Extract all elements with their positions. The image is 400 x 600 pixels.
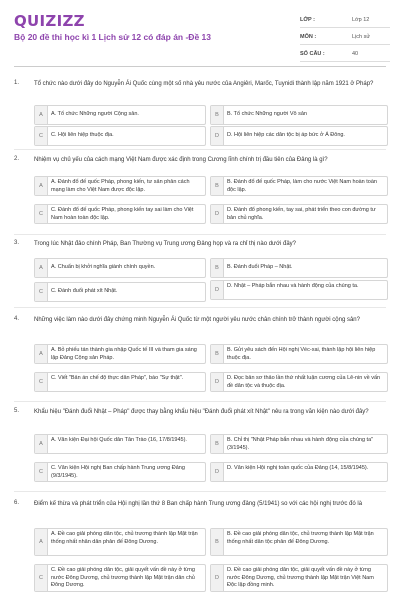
option-b[interactable] bbox=[210, 258, 388, 278]
option-letter: B bbox=[211, 106, 224, 124]
option-letter: C bbox=[35, 565, 48, 591]
option-letter: D bbox=[211, 373, 224, 391]
option-letter: C bbox=[35, 127, 48, 145]
option-text: D. Đề cao giải phóng dân tộc, giải quyết vấn đề này ở từng nước Đông Dương, chủ trương thành lập Mặt trận Việt Nam Độc lập đồng minh. bbox=[227, 567, 374, 588]
option-text: C. Đề cao giải phóng dân tộc, giải quyết vấn đề này ở từng nước Đông Dương, chủ trương thành lập Mặt trận dân chủ Đông Dương. bbox=[51, 567, 195, 588]
option-b[interactable] bbox=[210, 176, 388, 196]
option-text: A. Đề cao giải phóng dân tộc, chủ trương thành lập Mặt trận thống nhất nhân dân phản đế Đông Dương. bbox=[51, 531, 198, 545]
option-b[interactable] bbox=[210, 434, 388, 454]
option-letter: A bbox=[35, 529, 48, 555]
question-3 bbox=[14, 240, 386, 304]
option-letter: B bbox=[211, 435, 224, 453]
option-c[interactable] bbox=[34, 564, 206, 592]
option-a[interactable] bbox=[34, 258, 206, 278]
meta-row-count bbox=[300, 47, 390, 62]
question-text: Tổ chức nào dưới đây do Nguyễn Ái Quốc cùng một số nhà yêu nước của Angiêri, Marốc, Tuynidi thành lập năm 1921 ở Pháp? bbox=[34, 81, 374, 87]
question-number: 1. bbox=[14, 80, 20, 86]
option-text: A. Bỏ phiếu tán thành gia nhập Quốc tế III và tham gia sáng lập Đảng Cộng sản Pháp. bbox=[51, 347, 197, 361]
option-letter: B bbox=[211, 259, 224, 277]
option-text: D. Văn kiện Hội nghị toàn quốc của Đảng (14, 15/8/1945). bbox=[227, 465, 369, 471]
option-c[interactable] bbox=[34, 126, 206, 146]
meta-row-class bbox=[300, 13, 390, 28]
option-text: C. Viết "Bản án chế độ thực dân Pháp", báo "Sự thật". bbox=[51, 375, 184, 381]
option-letter: D bbox=[211, 281, 224, 299]
option-a[interactable] bbox=[34, 434, 206, 454]
option-a[interactable] bbox=[34, 105, 206, 125]
option-text: A. Đánh đổ đế quốc Pháp, phong kiến, tư sản phản cách mạng làm cho Việt Nam được độc lập. bbox=[51, 179, 190, 193]
question-number: 4. bbox=[14, 316, 20, 322]
header bbox=[0, 0, 400, 62]
meta-label: SỐ CÂU : bbox=[300, 51, 325, 57]
option-a[interactable] bbox=[34, 176, 206, 196]
option-b[interactable] bbox=[210, 344, 388, 364]
option-d[interactable] bbox=[210, 564, 388, 592]
option-a[interactable] bbox=[34, 528, 206, 556]
option-text: B. Đánh đổ đế quốc Pháp, làm cho nước Việt Nam hoàn toàn độc lập. bbox=[227, 179, 377, 193]
option-letter: A bbox=[35, 259, 48, 277]
question-2 bbox=[14, 156, 386, 230]
option-text: B. Chỉ thị "Nhật Pháp bắn nhau và hành động của chúng ta" (3/1945). bbox=[227, 437, 374, 451]
option-letter: C bbox=[35, 205, 48, 223]
option-letter: A bbox=[35, 106, 48, 124]
page-title: Bộ 20 đề thi học kì 1 Lịch sử 12 có đáp án -Đề 13 bbox=[14, 32, 211, 42]
option-text: A. Văn kiện Đại hội Quốc dân Tân Trào (16, 17/8/1945). bbox=[51, 437, 187, 443]
option-d[interactable] bbox=[210, 372, 388, 392]
quizizz-logo: QUIZIZZ bbox=[14, 12, 85, 30]
option-text: D. Đọc bản sơ thảo lần thứ nhất luận cương của Lê-nin về vấn đề dân tộc và thuộc địa. bbox=[227, 375, 381, 389]
option-letter: C bbox=[35, 463, 48, 481]
option-letter: A bbox=[35, 435, 48, 453]
question-divider bbox=[14, 149, 386, 150]
question-text: Trong lúc Nhật đảo chính Pháp, Ban Thường vụ Trung ương Đảng họp và ra chỉ thị nào dưới đây? bbox=[34, 241, 297, 247]
option-text: D. Hội liên hiệp các dân tộc bị áp bức ở Á Đông. bbox=[227, 132, 345, 138]
option-text: A. Tổ chức Những người Cộng sản. bbox=[51, 111, 139, 117]
option-letter: C bbox=[35, 373, 48, 391]
meta-row-subject bbox=[300, 30, 390, 45]
option-c[interactable] bbox=[34, 372, 206, 392]
option-text: B. Đánh đuổi Pháp – Nhật. bbox=[227, 264, 293, 270]
option-b[interactable] bbox=[210, 528, 388, 556]
question-text: Những việc làm nào dưới đây chứng minh Nguyễn Ái Quốc từ một người yêu nước chân chính trở thành người cộng sản? bbox=[34, 317, 360, 323]
question-text: Khẩu hiệu "Đánh đuổi Nhật – Pháp" được thay bằng khẩu hiệu "Đánh đuổi phát xít Nhật" nêu ra trong văn kiện nào dưới đây? bbox=[34, 409, 369, 415]
option-text: B. Đề cao giải phóng dân tộc, chủ trương thành lập Mặt trận thống nhất dân tộc phản đế Đông Dương. bbox=[227, 531, 374, 545]
meta-label: LỚP : bbox=[300, 17, 315, 23]
option-text: D. Nhật – Pháp bắn nhau và hành động của chúng ta. bbox=[227, 283, 359, 289]
option-letter: D bbox=[211, 205, 224, 223]
question-divider bbox=[14, 401, 386, 402]
question-divider bbox=[14, 307, 386, 308]
option-c[interactable] bbox=[34, 282, 206, 302]
option-text: C. Hội liên hiệp thuộc địa. bbox=[51, 132, 114, 138]
option-letter: D bbox=[211, 565, 224, 591]
question-text: Điểm kế thừa và phát triển của Hội nghị lần thứ 8 Ban chấp hành Trung ương đảng (5/1941) so với các hội nghị trước đó là bbox=[34, 501, 363, 507]
question-number: 2. bbox=[14, 156, 20, 162]
question-number: 6. bbox=[14, 500, 20, 506]
question-text: Nhiệm vụ chủ yếu của cách mạng Việt Nam được xác định trong Cương lĩnh chính trị đầu tiên của Đảng là gì? bbox=[34, 157, 328, 163]
option-d[interactable] bbox=[210, 462, 388, 482]
question-divider bbox=[14, 491, 386, 492]
option-text: A. Chuẩn bị khởi nghĩa giành chính quyền. bbox=[51, 264, 156, 270]
option-c[interactable] bbox=[34, 204, 206, 224]
option-text: D. Đánh đổ phong kiến, tay sai, phát triển theo con đường tư bản chủ nghĩa. bbox=[227, 207, 376, 221]
option-d[interactable] bbox=[210, 204, 388, 224]
question-4 bbox=[14, 316, 386, 398]
option-d[interactable] bbox=[210, 126, 388, 146]
option-letter: D bbox=[211, 463, 224, 481]
meta-value: 40 bbox=[352, 51, 359, 57]
header-divider bbox=[14, 66, 386, 67]
option-letter: A bbox=[35, 345, 48, 363]
option-d[interactable] bbox=[210, 280, 388, 300]
question-5 bbox=[14, 408, 386, 488]
option-text: B. Gửi yêu sách đến Hội nghị Véc-xai, thành lập hội liên hiệp thuộc địa. bbox=[227, 347, 376, 361]
option-text: C. Đánh đuổi phát xít Nhật. bbox=[51, 288, 118, 294]
option-b[interactable] bbox=[210, 105, 388, 125]
option-c[interactable] bbox=[34, 462, 206, 482]
option-a[interactable] bbox=[34, 344, 206, 364]
question-6 bbox=[14, 500, 386, 600]
question-divider bbox=[14, 234, 386, 235]
question-number: 3. bbox=[14, 240, 20, 246]
option-letter: A bbox=[35, 177, 48, 195]
meta-value: Lịch sử bbox=[352, 34, 371, 40]
meta-value: Lớp 12 bbox=[352, 17, 370, 23]
option-text: B. Tổ chức Những người Vô sản bbox=[227, 111, 307, 117]
meta-label: MÔN : bbox=[300, 34, 317, 40]
option-letter: B bbox=[211, 529, 224, 555]
option-text: C. Đánh đổ đế quốc Pháp, phong kiến tay sai làm cho Việt Nam hoàn toàn độc lập. bbox=[51, 207, 194, 221]
option-letter: B bbox=[211, 177, 224, 195]
meta-info bbox=[300, 13, 390, 64]
option-letter: B bbox=[211, 345, 224, 363]
question-1 bbox=[14, 80, 386, 142]
option-text: C. Văn kiện Hội nghị Ban chấp hành Trung ương Đảng (9/3/1945). bbox=[51, 465, 185, 479]
option-letter: C bbox=[35, 283, 48, 301]
option-letter: D bbox=[211, 127, 224, 145]
question-number: 5. bbox=[14, 408, 20, 414]
